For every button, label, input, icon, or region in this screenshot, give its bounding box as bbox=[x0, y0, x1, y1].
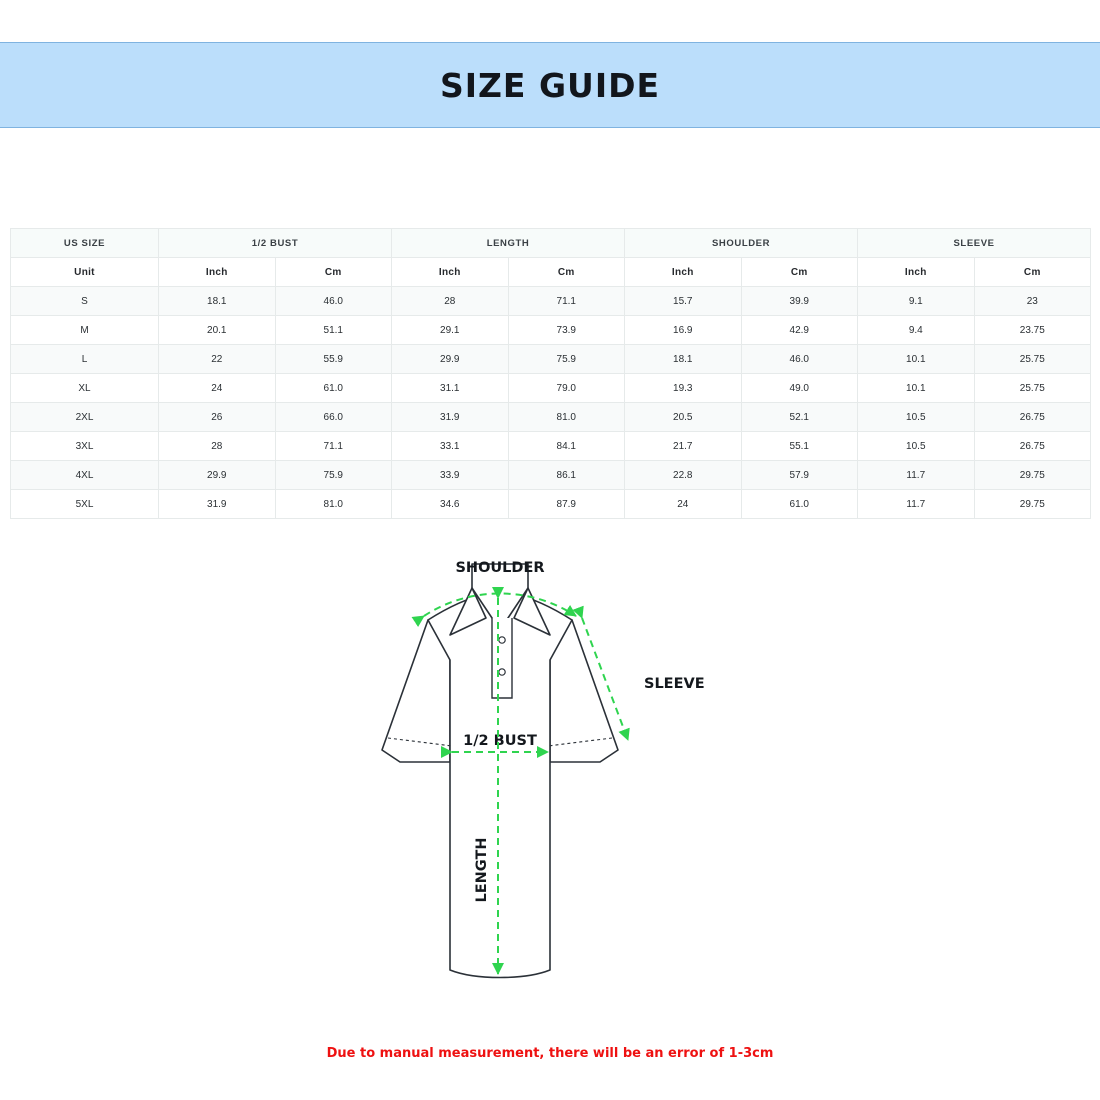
label-sleeve: SLEEVE bbox=[644, 676, 705, 692]
cell-bust-inch: 26 bbox=[159, 403, 276, 432]
cell-length-cm: 87.9 bbox=[508, 490, 625, 519]
cell-bust-cm: 46.0 bbox=[275, 287, 392, 316]
cell-bust-cm: 55.9 bbox=[275, 345, 392, 374]
size-table-container bbox=[10, 228, 1090, 519]
cell-shoulder-inch: 21.7 bbox=[625, 432, 742, 461]
unit-header-length-cm: Cm bbox=[508, 258, 625, 287]
cell-length-inch: 29.1 bbox=[392, 316, 509, 345]
unit-header-length-inch: Inch bbox=[392, 258, 509, 287]
label-shoulder: SHOULDER bbox=[455, 560, 545, 576]
unit-header-sleeve-inch: Inch bbox=[858, 258, 975, 287]
cell-shoulder-cm: 55.1 bbox=[741, 432, 858, 461]
row-size: L bbox=[11, 345, 159, 374]
cell-length-cm: 86.1 bbox=[508, 461, 625, 490]
cell-bust-inch: 29.9 bbox=[159, 461, 276, 490]
cell-sleeve-inch: 11.7 bbox=[858, 461, 975, 490]
cell-sleeve-cm: 26.75 bbox=[974, 432, 1091, 461]
cell-length-cm: 71.1 bbox=[508, 287, 625, 316]
cell-length-cm: 79.0 bbox=[508, 374, 625, 403]
cell-shoulder-cm: 52.1 bbox=[741, 403, 858, 432]
group-header-half-bust: 1/2 BUST bbox=[159, 229, 392, 258]
cell-shoulder-inch: 20.5 bbox=[625, 403, 742, 432]
cell-shoulder-inch: 19.3 bbox=[625, 374, 742, 403]
cell-sleeve-cm: 26.75 bbox=[974, 403, 1091, 432]
cell-shoulder-inch: 18.1 bbox=[625, 345, 742, 374]
table-body bbox=[11, 287, 1091, 519]
page-banner bbox=[0, 42, 1100, 128]
cell-shoulder-cm: 57.9 bbox=[741, 461, 858, 490]
cell-sleeve-cm: 25.75 bbox=[974, 345, 1091, 374]
table-row bbox=[11, 432, 1091, 461]
size-table bbox=[10, 228, 1091, 519]
group-header-sleeve: SLEEVE bbox=[858, 229, 1091, 258]
label-half-bust: 1/2 BUST bbox=[463, 733, 537, 749]
row-size: 3XL bbox=[11, 432, 159, 461]
cell-bust-cm: 81.0 bbox=[275, 490, 392, 519]
cell-sleeve-inch: 10.1 bbox=[858, 374, 975, 403]
cell-sleeve-inch: 9.1 bbox=[858, 287, 975, 316]
cell-sleeve-inch: 10.5 bbox=[858, 432, 975, 461]
cell-shoulder-cm: 39.9 bbox=[741, 287, 858, 316]
cell-bust-cm: 75.9 bbox=[275, 461, 392, 490]
cell-sleeve-inch: 11.7 bbox=[858, 490, 975, 519]
cell-sleeve-cm: 29.75 bbox=[974, 490, 1091, 519]
cell-length-inch: 31.1 bbox=[392, 374, 509, 403]
table-group-header-row bbox=[11, 229, 1091, 258]
row-size: 4XL bbox=[11, 461, 159, 490]
cell-shoulder-cm: 46.0 bbox=[741, 345, 858, 374]
cell-length-cm: 81.0 bbox=[508, 403, 625, 432]
row-size: XL bbox=[11, 374, 159, 403]
cell-bust-inch: 20.1 bbox=[159, 316, 276, 345]
table-row bbox=[11, 490, 1091, 519]
cell-length-cm: 84.1 bbox=[508, 432, 625, 461]
cell-length-cm: 75.9 bbox=[508, 345, 625, 374]
cell-shoulder-cm: 42.9 bbox=[741, 316, 858, 345]
row-size: S bbox=[11, 287, 159, 316]
row-size: M bbox=[11, 316, 159, 345]
cell-shoulder-inch: 16.9 bbox=[625, 316, 742, 345]
cell-length-inch: 33.1 bbox=[392, 432, 509, 461]
table-row bbox=[11, 403, 1091, 432]
cell-length-inch: 34.6 bbox=[392, 490, 509, 519]
cell-sleeve-inch: 10.5 bbox=[858, 403, 975, 432]
cell-sleeve-inch: 10.1 bbox=[858, 345, 975, 374]
page-title: SIZE GUIDE bbox=[439, 65, 661, 105]
cell-length-cm: 73.9 bbox=[508, 316, 625, 345]
cell-shoulder-inch: 24 bbox=[625, 490, 742, 519]
cell-shoulder-inch: 15.7 bbox=[625, 287, 742, 316]
cell-bust-inch: 28 bbox=[159, 432, 276, 461]
cell-bust-cm: 51.1 bbox=[275, 316, 392, 345]
cell-length-inch: 29.9 bbox=[392, 345, 509, 374]
unit-header-shoulder-inch: Inch bbox=[625, 258, 742, 287]
table-head bbox=[11, 229, 1091, 287]
measurement-diagram bbox=[300, 540, 820, 1040]
table-row bbox=[11, 461, 1091, 490]
cell-bust-inch: 24 bbox=[159, 374, 276, 403]
cell-length-inch: 33.9 bbox=[392, 461, 509, 490]
cell-bust-inch: 31.9 bbox=[159, 490, 276, 519]
cell-length-inch: 28 bbox=[392, 287, 509, 316]
cell-length-inch: 31.9 bbox=[392, 403, 509, 432]
group-header-us-size: US SIZE bbox=[11, 229, 159, 258]
table-row bbox=[11, 287, 1091, 316]
row-size: 5XL bbox=[11, 490, 159, 519]
table-row bbox=[11, 345, 1091, 374]
cell-sleeve-cm: 29.75 bbox=[974, 461, 1091, 490]
label-length: LENGTH bbox=[474, 837, 490, 903]
cell-shoulder-cm: 61.0 bbox=[741, 490, 858, 519]
unit-header-sleeve-cm: Cm bbox=[974, 258, 1091, 287]
cell-bust-inch: 22 bbox=[159, 345, 276, 374]
cell-sleeve-cm: 23 bbox=[974, 287, 1091, 316]
unit-header-bust-inch: Inch bbox=[159, 258, 276, 287]
group-header-shoulder: SHOULDER bbox=[625, 229, 858, 258]
cell-shoulder-inch: 22.8 bbox=[625, 461, 742, 490]
row-size: 2XL bbox=[11, 403, 159, 432]
cell-sleeve-cm: 25.75 bbox=[974, 374, 1091, 403]
table-row bbox=[11, 374, 1091, 403]
cell-bust-cm: 66.0 bbox=[275, 403, 392, 432]
cell-bust-cm: 71.1 bbox=[275, 432, 392, 461]
button-placket bbox=[492, 618, 512, 698]
cell-sleeve-cm: 23.75 bbox=[974, 316, 1091, 345]
table-row bbox=[11, 316, 1091, 345]
cell-bust-cm: 61.0 bbox=[275, 374, 392, 403]
cell-bust-inch: 18.1 bbox=[159, 287, 276, 316]
cell-shoulder-cm: 49.0 bbox=[741, 374, 858, 403]
unit-header-unit: Unit bbox=[11, 258, 159, 287]
group-header-length: LENGTH bbox=[392, 229, 625, 258]
unit-header-shoulder-cm: Cm bbox=[741, 258, 858, 287]
table-unit-header-row bbox=[11, 258, 1091, 287]
polo-shirt-diagram-svg bbox=[300, 540, 820, 1040]
measurement-disclaimer: Due to manual measurement, there will be an error of 1-3cm bbox=[326, 1046, 774, 1061]
unit-header-bust-cm: Cm bbox=[275, 258, 392, 287]
cell-sleeve-inch: 9.4 bbox=[858, 316, 975, 345]
